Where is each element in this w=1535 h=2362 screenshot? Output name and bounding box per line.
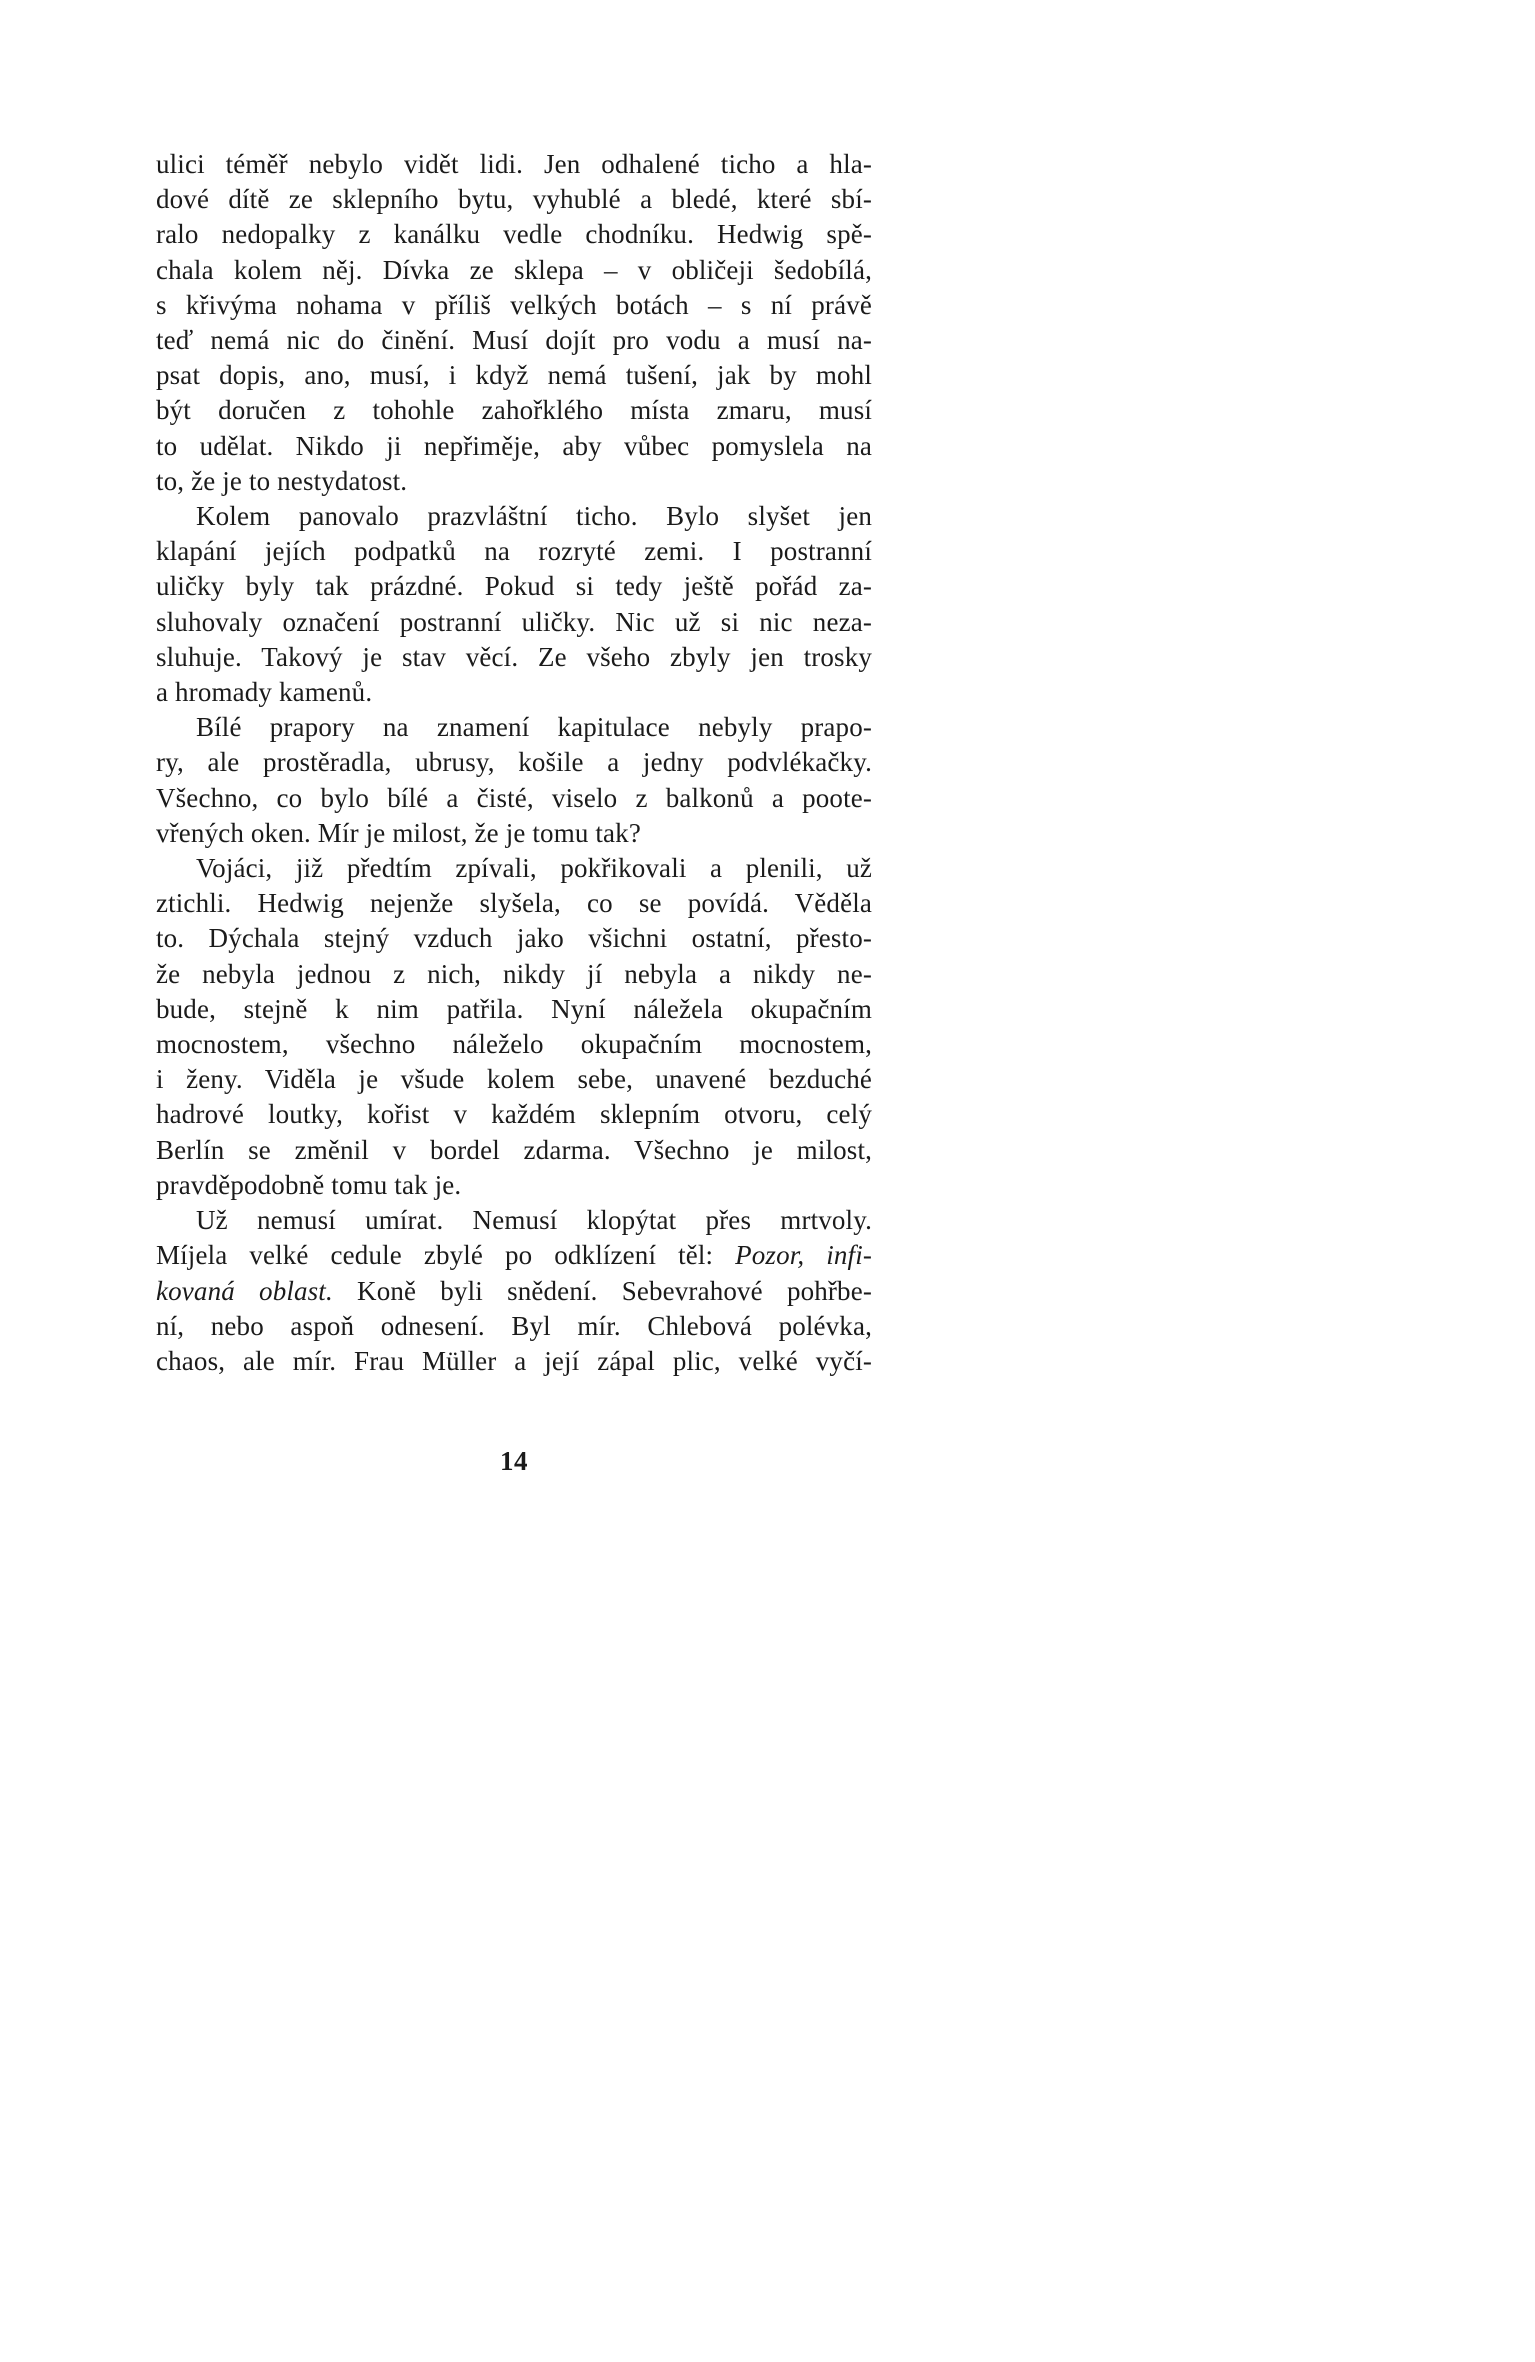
text-line <box>156 1027 872 1062</box>
text-line <box>156 640 872 675</box>
text-segment: že nebyla jednou z nich, nikdy jí nebyla a nikdy ne- <box>156 958 872 989</box>
text-segment: ulici téměř nebylo vidět lidi. Jen odhalené ticho a hla- <box>156 149 872 179</box>
text-segment: Berlín se změnil v bordel zdarma. Všechno je milost, <box>156 1134 872 1165</box>
text-line <box>156 1133 872 1168</box>
text-segment: ralo nedopalky z kanálku vedle chodníku. Hedwig spě- <box>156 219 872 250</box>
text-segment: chala kolem něj. Dívka ze sklepa – v obličeji šedobílá, <box>156 254 872 285</box>
text-line <box>156 781 872 816</box>
text-segment: a hromady kamenů. <box>156 677 373 708</box>
text-segment: Všechno, co bylo bílé a čisté, viselo z balkonů a poote- <box>156 782 872 813</box>
text-segment: teď nemá nic do činění. Musí dojít pro vodu a musí na- <box>156 325 872 356</box>
text-segment: Kolem panovalo prazvláštní ticho. Bylo slyšet jen <box>196 501 872 532</box>
text-segment: to udělat. Nikdo ji nepřiměje, aby vůbec pomyslela na <box>156 430 872 461</box>
text-segment: uličky byly tak prázdné. Pokud si tedy ještě pořád za- <box>156 571 872 602</box>
text-line <box>156 745 872 780</box>
text-segment: to. Dýchala stejný vzduch jako všichni ostatní, přesto- <box>156 923 872 954</box>
text-segment: Už nemusí umírat. Nemusí klopýtat přes mrtvoly. <box>196 1205 872 1236</box>
text-line <box>156 288 872 323</box>
text-line <box>156 957 872 992</box>
text-line <box>156 429 872 464</box>
text-segment: Koně byli snědení. Sebevrahové pohřbe- <box>332 1275 872 1306</box>
text-line <box>156 182 872 217</box>
text-line <box>156 569 872 604</box>
text-segment: klapání jejích podpatků na rozryté zemi. I postranní <box>156 536 872 567</box>
text-segment: dové dítě ze sklepního bytu, vyhublé a bledé, které sbí- <box>156 184 872 215</box>
page-number: 14 <box>500 1446 528 1476</box>
text-line <box>156 464 872 499</box>
text-line <box>156 534 872 569</box>
text-line <box>156 675 872 710</box>
text-line <box>156 851 872 886</box>
text-segment: pravděpodobně tomu tak je. <box>156 1169 462 1200</box>
text-segment: sluhovaly označení postranní uličky. Nic už si nic neza- <box>156 606 872 637</box>
text-segment: sluhuje. Takový je stav věcí. Ze všeho zbyly jen trosky <box>156 641 872 672</box>
text-line <box>156 1309 872 1344</box>
text-line <box>156 921 872 956</box>
text-line <box>156 393 872 428</box>
text-line <box>156 1168 872 1203</box>
text-line <box>156 710 872 745</box>
text-line <box>156 1062 872 1097</box>
text-line <box>156 323 872 358</box>
text-segment: to, že je to nestydatost. <box>156 465 408 496</box>
text-segment: ztichli. Hedwig nejenže slyšela, co se povídá. Věděla <box>156 888 872 919</box>
text-line <box>156 1274 872 1309</box>
text-line <box>156 499 872 534</box>
text-segment: Bílé prapory na znamení kapitulace nebyly prapo- <box>196 712 872 743</box>
text-segment: ní, nebo aspoň odnesení. Byl mír. Chlebová polévka, <box>156 1310 872 1341</box>
text-segment: Vojáci, již předtím zpívali, pokřikovali a plenili, už <box>196 853 872 884</box>
text-segment: i ženy. Viděla je všude kolem sebe, unavené bezduché <box>156 1064 872 1095</box>
text-line <box>156 253 872 288</box>
text-segment: s křivýma nohama v příliš velkých botách – s ní právě <box>156 289 872 320</box>
text-line <box>156 605 872 640</box>
text-segment: bude, stejně k nim patřila. Nyní náležela okupačním <box>156 993 872 1024</box>
text-segment: vřených oken. Mír je milost, že je tomu tak? <box>156 817 641 848</box>
text-segment: psat dopis, ano, musí, i když nemá tušení, jak by mohl <box>156 360 872 391</box>
text-line <box>156 1344 872 1379</box>
text-segment: ry, ale prostěradla, ubrusy, košile a jedny podvlékačky. <box>156 747 872 778</box>
italic-text-segment: Pozor, infi- <box>735 1240 872 1271</box>
text-line <box>156 358 872 393</box>
text-segment: být doručen z tohohle zahořklého místa zmaru, musí <box>156 395 872 426</box>
text-segment: Míjela velké cedule zbylé po odklízení těl: <box>156 1240 736 1271</box>
text-block <box>156 147 872 1379</box>
text-line <box>156 147 872 182</box>
text-segment: mocnostem, všechno náleželo okupačním mocnostem, <box>156 1029 872 1060</box>
text-line <box>156 992 872 1027</box>
text-line <box>156 816 872 851</box>
text-line <box>156 886 872 921</box>
text-segment: chaos, ale mír. Frau Müller a její zápal plic, velké vyčí- <box>156 1345 872 1376</box>
text-line <box>156 1203 872 1238</box>
text-line <box>156 1097 872 1132</box>
italic-text-segment: kovaná oblast. <box>156 1275 333 1306</box>
text-line <box>156 217 872 252</box>
text-line <box>156 1238 872 1273</box>
text-segment: hadrové loutky, kořist v každém sklepním otvoru, celý <box>156 1099 872 1130</box>
